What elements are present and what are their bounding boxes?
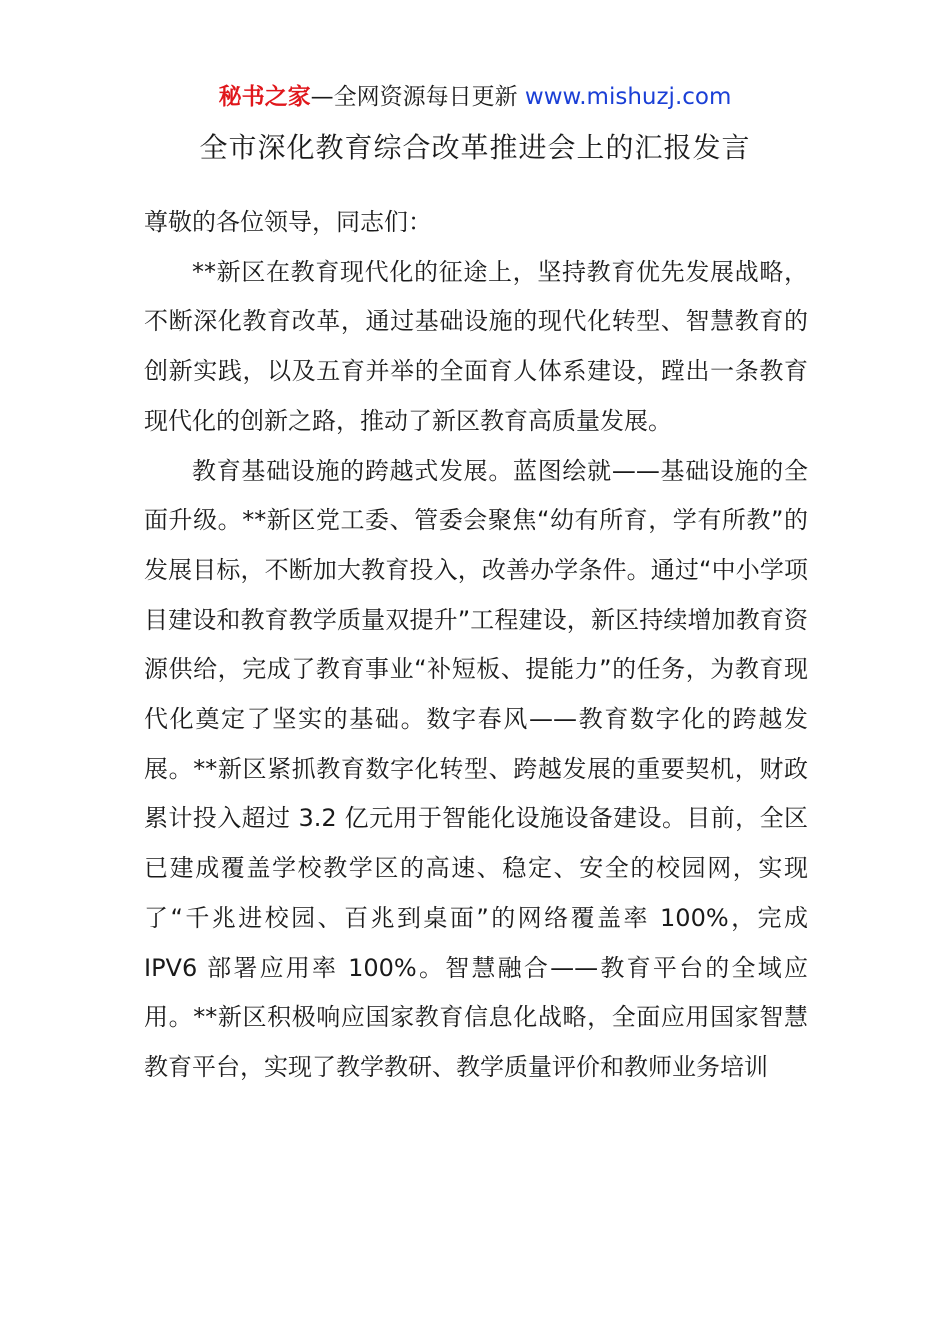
salutation: 尊敬的各位领导，同志们：	[144, 208, 432, 236]
brand-name: 秘书之家	[218, 84, 311, 110]
document-body	[144, 198, 808, 1093]
site-header	[0, 80, 950, 114]
paragraph: 教育基础设施的跨越式发展。蓝图绘就——基础设施的全面升级。**新区党工委、管委会聚焦“幼有所育，学有所教”的发展目标，不断加大教育投入，改善办学条件。通过“中小学项目建设和教育教学质量双提升”工程建设，新区持续增加教育资源供给，完成了教育事业“补短板、提能力”的任务，为教育现代化奠定了坚实的基础。数字春风——教育数字化的跨越发展。**新区紧抓教育数字化转型、跨越发展的重要契机，财政累计投入超过 3.2 亿元用于智能化设施设备建设。目前，全区已建成覆盖学校教学区的高速、稳定、安全的校园网，实现了“千兆进校园、百兆到桌面”的网络覆盖率 100%，完成 IPV6 部署应用率 100%。智慧融合——教育平台的全域应用。**新区积极响应国家教育信息化战略，全面应用国家智慧教育平台，实现了教学教研、教学质量评价和教师业务培训	[144, 456, 808, 1081]
site-url-link[interactable]: www.mishuzj.com	[524, 84, 732, 110]
site-tagline: —全网资源每日更新	[310, 84, 525, 110]
document-title: 全市深化教育综合改革推进会上的汇报发言	[199, 131, 751, 164]
paragraph: **新区在教育现代化的征途上，坚持教育优先发展战略，不断深化教育改革，通过基础设施的现代化转型、智慧教育的创新实践，以及五育并举的全面育人体系建设，蹚出一条教育现代化的创新之路，推动了新区教育高质量发展。	[144, 257, 808, 435]
